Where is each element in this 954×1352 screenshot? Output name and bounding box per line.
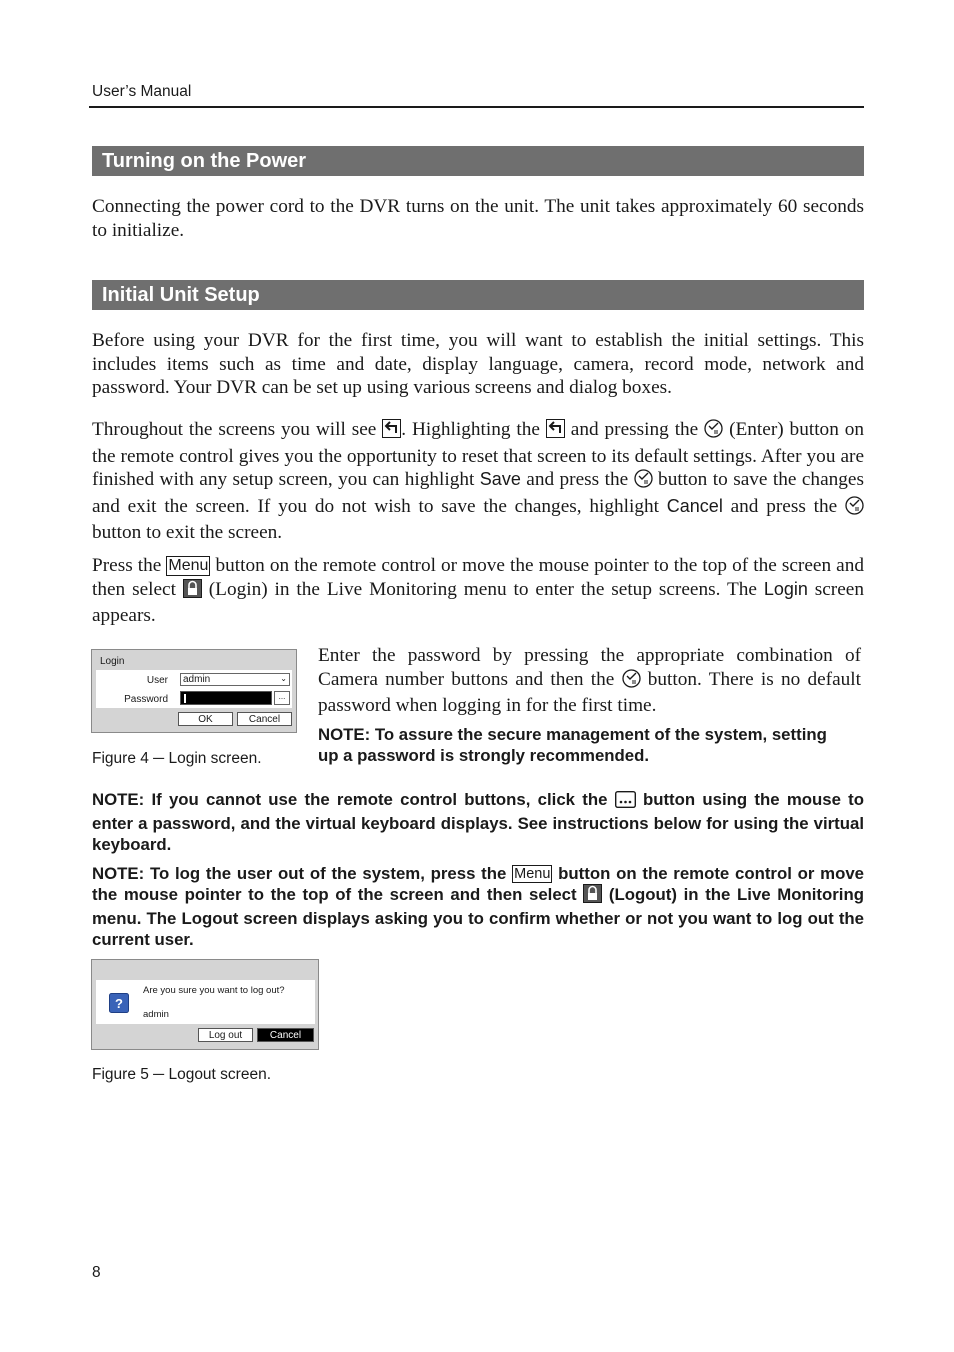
page-header: User’s Manual — [92, 83, 192, 100]
note-virtual-keyboard: NOTE: If you cannot use the remote control buttons, click the button using the mouse to enter a password, and the virtual keyboard displays. See instructions below for using the virtual keyboard. — [92, 790, 864, 854]
figure-5-caption: Figure 5 ─ Logout screen. — [92, 1066, 271, 1083]
cancel-button[interactable]: Cancel — [237, 712, 292, 726]
cancel-button[interactable]: Cancel — [257, 1028, 314, 1042]
cancel-label: Cancel — [666, 495, 723, 516]
section-heading-power: Turning on the Power — [92, 146, 864, 176]
chevron-down-icon: ⌄ — [280, 674, 287, 683]
menu-key-label: Menu — [168, 557, 209, 574]
user-label: User — [146, 675, 168, 686]
return-icon — [546, 419, 565, 445]
logout-dialog-body — [96, 980, 315, 1024]
login-dialog-body — [96, 670, 292, 708]
section-heading-setup: Initial Unit Setup — [92, 280, 864, 310]
ok-button[interactable]: OK — [178, 712, 233, 726]
login-label: Login — [763, 578, 808, 599]
question-icon — [109, 993, 129, 1016]
virtual-keyboard-button[interactable]: ... — [274, 691, 290, 705]
note-password: NOTE: To assure the secure management of the system, setting up a password is strongly recommended. — [318, 725, 827, 765]
menu-key-label: Menu — [514, 866, 551, 882]
setup-paragraph-1: Before using your DVR for the first time, you will want to establish the initial settings. This includes items such as time and date, display language, camera, record mode, network and password. Your DVR can be set up using various screens and dialog boxes. — [92, 330, 864, 399]
login-dialog-title: Login — [100, 656, 125, 667]
enter-button-icon — [704, 419, 723, 445]
logout-question: Are you sure you want to log out? — [143, 985, 285, 996]
logout-button[interactable]: Log out — [198, 1028, 253, 1042]
password-paragraph: Enter the password by pressing the appropriate combination of Camera number buttons and then the button. There is no default password when logging in for the first time. — [318, 645, 861, 717]
password-field[interactable] — [180, 691, 272, 705]
enter-button-icon — [845, 496, 864, 522]
enter-button-icon — [622, 669, 641, 695]
figure-4-caption: Figure 4 ─ Login screen. — [92, 750, 262, 767]
lock-icon — [583, 884, 602, 908]
return-icon — [382, 419, 401, 445]
save-label: Save — [479, 469, 521, 490]
login-dialog — [91, 649, 297, 733]
svg-text:?: ? — [115, 996, 123, 1011]
enter-button-icon — [634, 469, 653, 495]
user-select[interactable]: admin ⌄ — [180, 673, 290, 686]
page-number: 8 — [92, 1264, 101, 1281]
setup-paragraph-2: Throughout the screens you will see . Highlighting the and pressing the (Enter) button on the remote control gives you the opportunity to reset that screen to its default settings. After you are finished with any setup screen, you can highlight Save and press the button to save the changes and exit the screen. If you do not wish to save the changes, highlight Cancel and press the button to exit the screen. — [92, 419, 865, 544]
logout-dialog — [91, 959, 319, 1050]
text-cursor — [184, 694, 186, 703]
password-label: Password — [124, 694, 168, 705]
power-paragraph: Connecting the power cord to the DVR turns on the unit. The unit takes approximately 60 seconds to initialize. — [92, 196, 864, 241]
ellipsis-button-icon — [615, 791, 636, 813]
lock-icon — [183, 579, 202, 605]
header-rule — [89, 106, 864, 108]
note-logout: NOTE: To log the user out of the system, press the Menu button on the remote control or move the mouse pointer to the top of the screen and then select (Logout) in the Live Monitoring menu. The Logout screen displays asking you to confirm whether or not you want to log out the current user. — [92, 864, 864, 949]
logout-user: admin — [143, 1009, 169, 1020]
setup-paragraph-3: Press the Menu button on the remote control or move the mouse pointer to the top of the screen and then select (Login) in the Live Monitoring menu to enter the setup screens. The Login screen appears. — [92, 555, 864, 627]
